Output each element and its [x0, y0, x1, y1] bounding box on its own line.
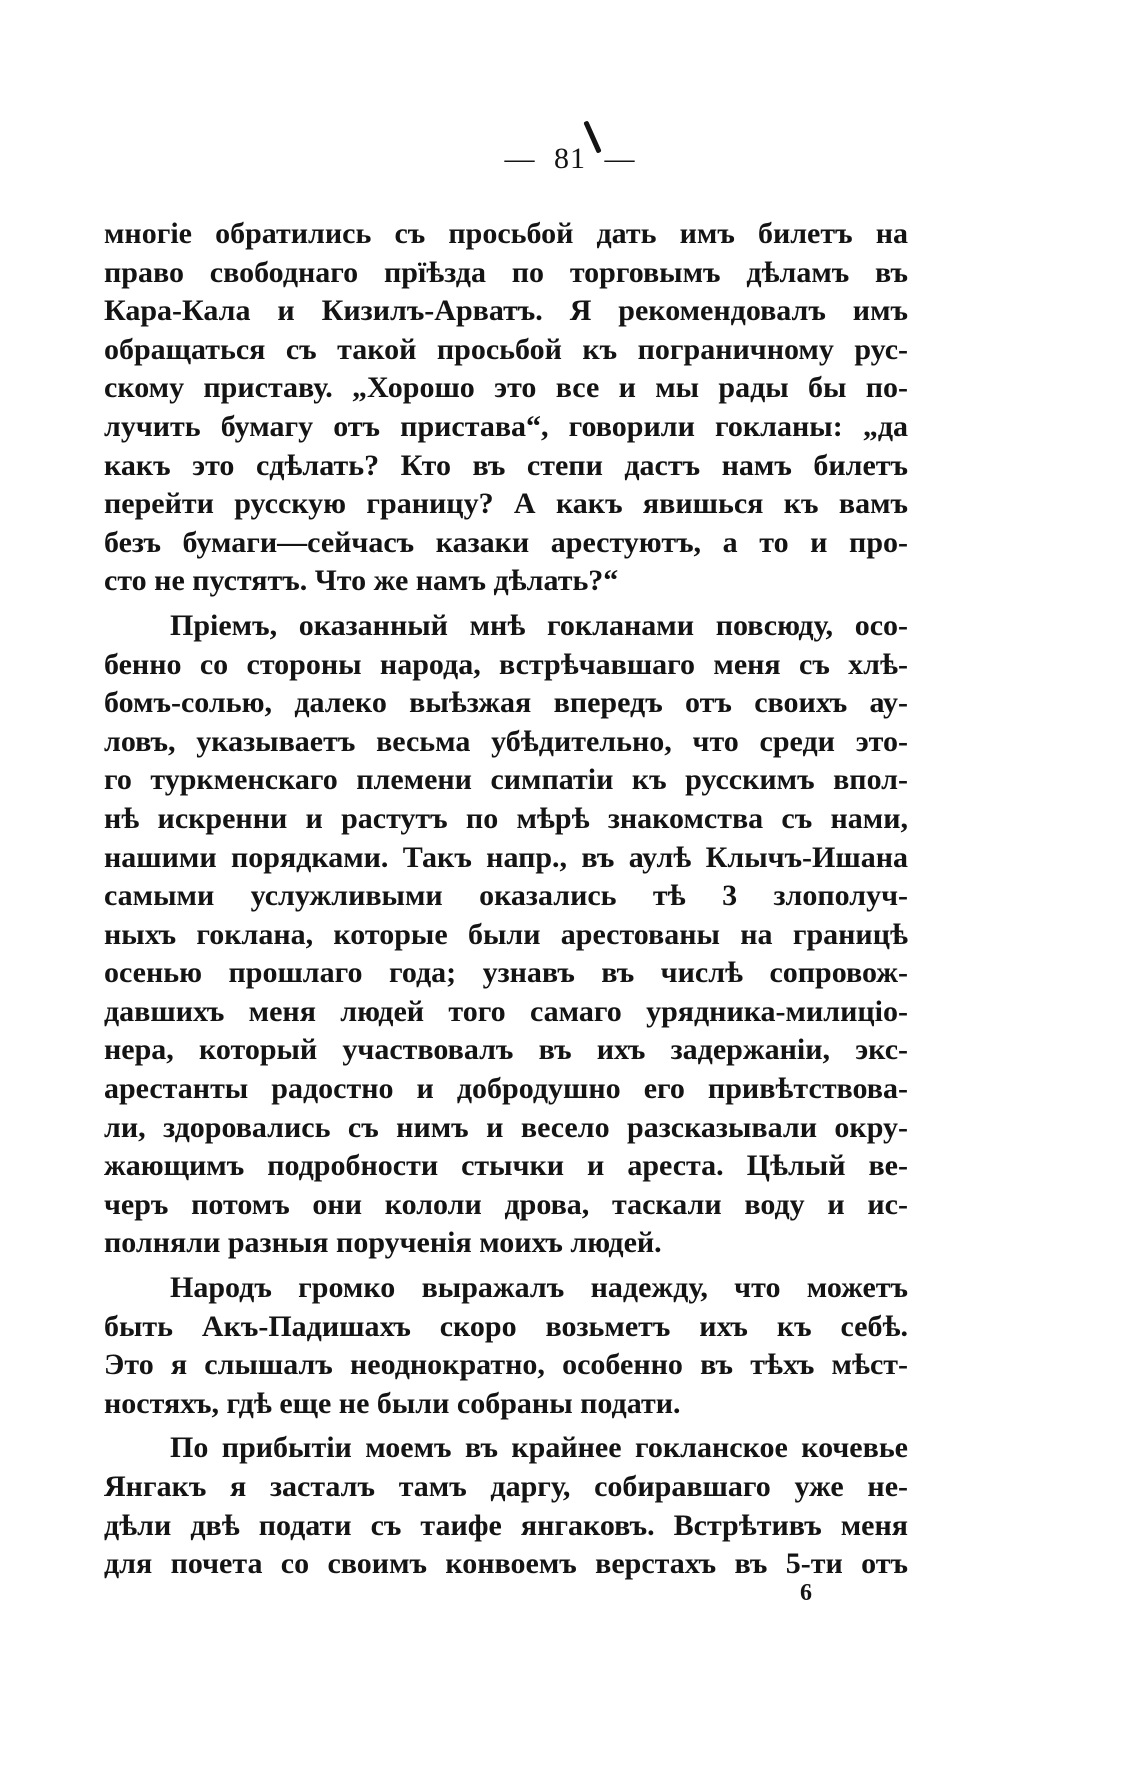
- text-line: лучить бумагу отъ пристава“, говорили гокланы: „да: [104, 409, 908, 443]
- text-line: бенно со стороны народа, встрѣчавшаго меня съ хлѣ-: [104, 647, 908, 681]
- paragraph-4: [104, 1429, 908, 1583]
- text-line: перейти русскую границу? А какъ явишься къ вамъ: [104, 487, 908, 521]
- page-header: [0, 142, 1140, 176]
- text-line: скому приставу. „Хорошо это все и мы рады бы по-: [104, 371, 908, 405]
- text-line: многіе обратились съ просьбой дать имъ билетъ на: [104, 217, 908, 250]
- text-line: го туркменскаго племени симпатіи къ русскимъ впол-: [104, 763, 908, 797]
- text-line: По прибытіи моемъ въ крайнее гокланское кочевье: [170, 1431, 908, 1465]
- text-line: ли, здоровались съ нимъ и весело разсказывали окру-: [104, 1110, 908, 1144]
- text-line: самыми услужливыми оказались тѣ 3 злополуч-: [104, 879, 908, 913]
- page-number: 81: [554, 142, 586, 175]
- paragraph-2: [104, 607, 908, 1263]
- text-line: нера, который участвовалъ въ ихъ задержаніи, экс-: [104, 1033, 908, 1067]
- text-line: ностяхъ, гдѣ еще не были собраны подати.: [104, 1386, 681, 1420]
- text-line: черъ потомъ они кололи дрова, таскали воду и ис-: [104, 1187, 908, 1221]
- text-line: Пріемъ, оказанный мнѣ гокланами повсюду, осо-: [170, 608, 908, 642]
- text-line: право свободнаго прїѣзда по торговымъ дѣламъ въ: [104, 255, 908, 289]
- text-line: Янгакъ я засталъ тамъ даргу, собиравшаго уже не-: [104, 1470, 908, 1503]
- text-line: нѣ искренни и растутъ по мѣрѣ знакомства съ нами,: [104, 801, 908, 835]
- text-line: быть Акъ-Падишахъ скоро возьметъ ихъ къ себѣ.: [104, 1309, 908, 1343]
- text-line: нашими порядками. Такъ напр., въ аулѣ Клычъ-Ишана: [104, 840, 908, 874]
- text-line: арестанты радостно и добродушно его привѣтствова-: [104, 1072, 908, 1106]
- text-line: осенью прошлаго года; узнавъ въ числѣ сопровож-: [104, 956, 908, 990]
- paragraph-1: [104, 215, 908, 601]
- body-text: [104, 215, 908, 1584]
- text-line: Это я слышалъ неоднократно, особенно въ тѣхъ мѣст-: [104, 1348, 908, 1382]
- text-line: ныхъ гоклана, которые были арестованы на границѣ: [104, 917, 908, 951]
- text-line: ловъ, указываетъ весьма убѣдительно, что среди это-: [104, 724, 908, 758]
- text-line: бомъ-солью, далеко выѣзжая впередъ отъ своихъ ау-: [104, 686, 908, 720]
- header-dash-right: —: [604, 142, 636, 175]
- text-line: Кара-Кала и Кизилъ-Арватъ. Я рекомендовалъ имъ: [104, 294, 908, 328]
- text-line: давшихъ меня людей того самаго урядника-милиціо-: [104, 994, 908, 1028]
- text-line: сто не пустятъ. Что же намъ дѣлать?“: [104, 564, 619, 598]
- text-line: безъ бумаги—сейчасъ казаки арестуютъ, а то и про-: [104, 525, 908, 559]
- paragraph-3: [104, 1269, 908, 1423]
- text-line: обращаться съ такой просьбой къ пограничному рус-: [104, 332, 908, 366]
- text-line: жающимъ подробности стычки и ареста. Цѣлый ве-: [104, 1149, 908, 1183]
- text-line: какъ это сдѣлать? Кто въ степи дастъ намъ билетъ: [104, 448, 908, 482]
- signature-mark: 6: [800, 1580, 812, 1606]
- header-dash-left: —: [504, 142, 536, 175]
- text-line: для почета со своимъ конвоемъ верстахъ въ 5-ти отъ: [104, 1547, 908, 1581]
- text-line: полняли разныя порученія моихъ людей.: [104, 1226, 662, 1260]
- text-line: Народъ громко выражалъ надежду, что можетъ: [170, 1271, 908, 1305]
- text-line: дѣли двѣ подати съ таифе янгаковъ. Встрѣтивъ меня: [104, 1508, 908, 1542]
